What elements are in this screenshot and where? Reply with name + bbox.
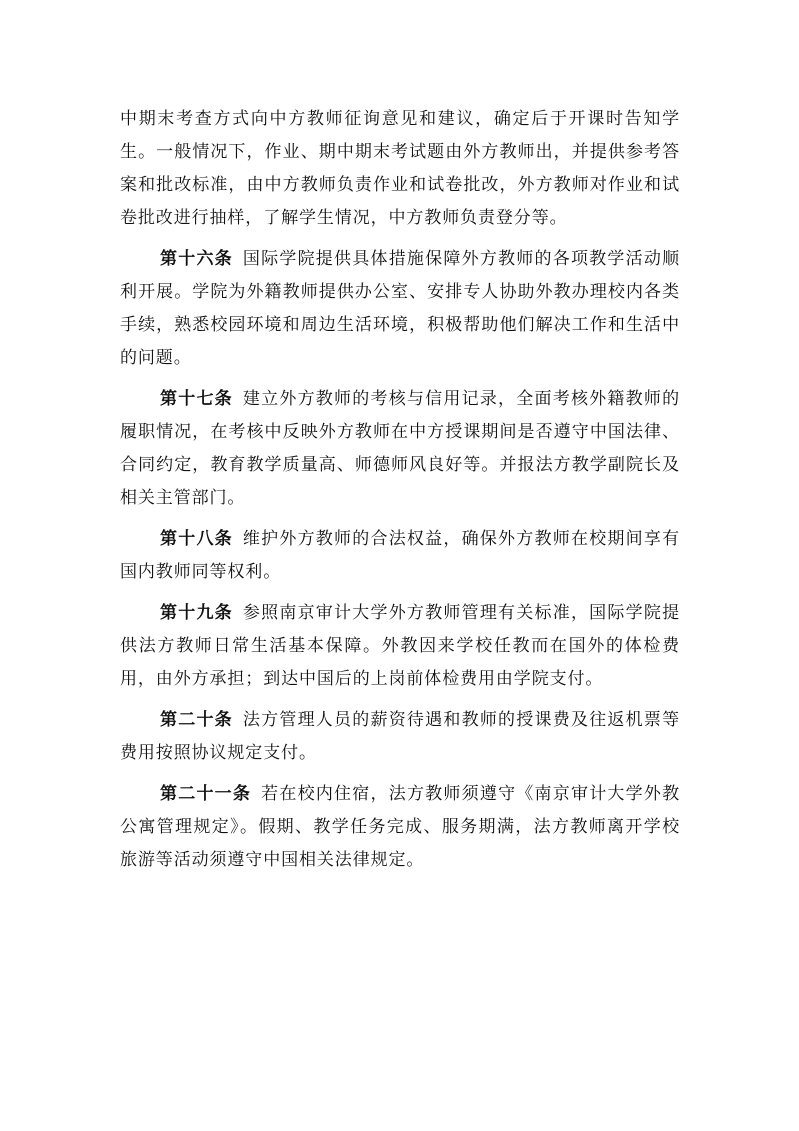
article-text: 建立外方教师的考核与信用记录，全面考核外籍教师的履职情况，在考核中反映外方教师在中方授课期间是否遵守中国法律、合同约定，教育教学质量高、师德师风良好等。并报法方教学副院长及相关主管部门。	[120, 389, 680, 508]
document-page	[120, 103, 680, 885]
article-17	[120, 383, 680, 515]
article-19	[120, 597, 680, 696]
article-heading: 第二十一条	[160, 784, 252, 804]
article-16	[120, 243, 680, 375]
article-heading: 第二十条	[160, 710, 233, 730]
article-text: 维护外方教师的合法权益，确保外方教师在校期间享有国内教师同等权利。	[120, 529, 680, 582]
article-heading: 第十八条	[160, 529, 233, 549]
article-text: 法方管理人员的薪资待遇和教师的授课费及往返机票等费用按照协议规定支付。	[120, 710, 680, 763]
article-text: 参照南京审计大学外方教师管理有关标准，国际学院提供法方教师日常生活基本保障。外教因来学校任教而在国外的体检费用，由外方承担；到达中国后的上岗前体检费用由学院支付。	[120, 603, 680, 689]
article-text: 若在校内住宿，法方教师须遵守《南京审计大学外教公寓管理规定》。假期、教学任务完成、服务期满，法方教师离开学校旅游等活动须遵守中国相关法律规定。	[120, 784, 681, 870]
article-18	[120, 523, 680, 589]
article-heading: 第十七条	[160, 389, 233, 409]
article-20	[120, 704, 680, 770]
article-text: 国际学院提供具体措施保障外方教师的各项教学活动顺利开展。学院为外籍教师提供办公室、安排专人协助外教办理校内各类手续，熟悉校园环境和周边生活环境，积极帮助他们解决工作和生活中的问题。	[120, 249, 680, 368]
article-21	[120, 778, 680, 877]
article-heading: 第十六条	[160, 249, 233, 269]
continuation-paragraph: 中期末考查方式向中方教师征询意见和建议，确定后于开课时告知学生。一般情况下，作业、期中期末考试题由外方教师出，并提供参考答案和批改标准，由中方教师负责作业和试卷批改，外方教师对作业和试卷批改进行抽样，了解学生情况，中方教师负责登分等。	[120, 109, 680, 228]
article-heading: 第十九条	[160, 603, 233, 623]
